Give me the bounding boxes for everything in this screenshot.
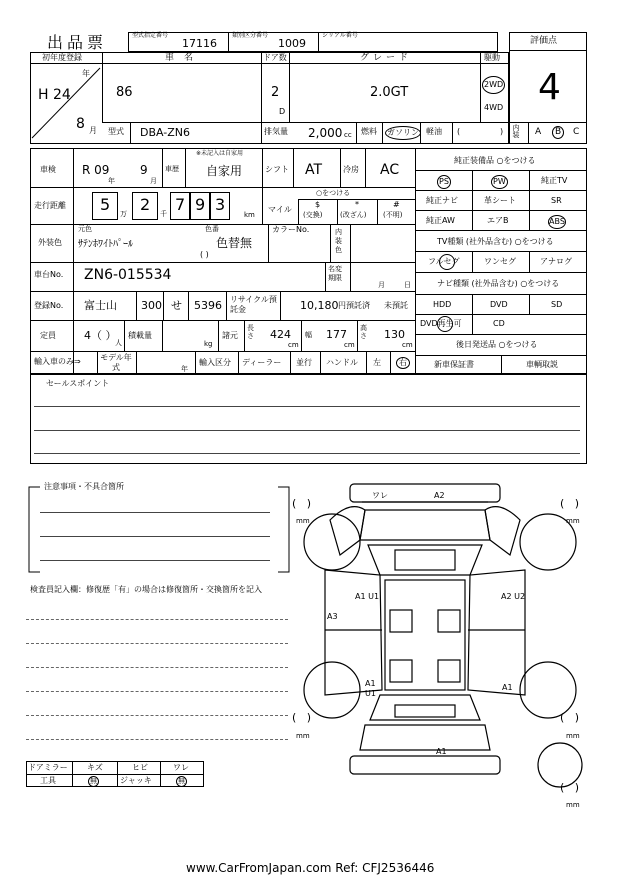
sales-point-label: セールスポイント — [46, 379, 110, 388]
legend-tools: 工具 — [40, 776, 56, 785]
score-label: 評価点 — [530, 36, 558, 46]
aircon-label: 冷房 — [343, 165, 359, 174]
doors-sub: D — [279, 107, 286, 116]
tread-mm-fr: mm — [566, 517, 580, 525]
orig-color-value: ｻﾃﾝﾎﾜｲﾄﾊﾟｰﾙ — [78, 239, 133, 250]
class-no-value: 1009 — [278, 37, 306, 50]
fuel-label: 燃料 — [361, 127, 377, 136]
grade-value: 2.0GT — [370, 85, 409, 100]
handle-left: 左 — [373, 358, 381, 367]
class-no-label: 類別区分番号 — [232, 32, 269, 39]
dealer-option: ディーラー — [242, 358, 282, 367]
km-unit: km — [244, 211, 255, 219]
reg-number: 5396 — [194, 299, 222, 312]
tread-mm-fl: mm — [296, 517, 310, 525]
cc-unit: cc — [344, 131, 352, 139]
displacement-value: 2,000 — [308, 126, 343, 140]
serial-label: シリアル番号 — [322, 32, 358, 39]
altered-symbol: * — [355, 200, 359, 209]
reg-label: 登録No. — [34, 301, 64, 310]
capacity-label: 定員 — [40, 331, 56, 340]
document-title: 出品票 — [47, 33, 108, 52]
oem-equip-title: 純正装備品 ○をつける — [454, 156, 536, 165]
first-reg-year: H 24 — [38, 87, 71, 103]
displacement-label: 排気量 — [264, 127, 288, 136]
damage-label-right-door: A2 U2 — [501, 592, 526, 601]
length-cm: cm — [288, 341, 299, 349]
navi-dvd-playback-circle — [437, 316, 453, 332]
equip-sunroof: SR — [551, 196, 562, 205]
length-label: 長さ — [247, 324, 254, 340]
tv-type-title: TV種類 (社外品含む) ○をつける — [437, 237, 554, 246]
color-change-value: 色替無 — [216, 236, 253, 250]
import-class-label: 輸入区分 — [199, 358, 231, 367]
mileage-label: 走行距離 — [34, 201, 66, 210]
name-change-month: 月 — [378, 281, 385, 289]
import-label: 輸入車のみ⇒ — [34, 357, 81, 366]
width-value: 177 — [326, 328, 347, 341]
equip-oem-aw: 純正AW — [426, 216, 455, 225]
damage-label-left-door: A1 U1 — [355, 592, 380, 601]
car-name-label: 車名 — [165, 53, 204, 63]
tv-fullseg: フルセグ — [428, 257, 460, 266]
reg-area: 富士山 — [84, 299, 117, 312]
int-color-label: 内装色 — [335, 228, 342, 254]
tv-oneseg: ワンセグ — [484, 257, 516, 266]
orig-color-label: 元色 — [78, 225, 92, 233]
ext-color-label: 外装色 — [38, 238, 62, 247]
inspection-month-unit: 月 — [150, 177, 157, 185]
interior-a: A — [535, 127, 542, 137]
inspection-month: 9 — [140, 163, 148, 177]
notes-title: 注意事項・不具合箇所 — [44, 482, 124, 491]
equip-ps: PS — [437, 175, 451, 189]
dims-label: 諸元 — [222, 331, 238, 340]
tread-bracket-fr: ( ) — [560, 497, 580, 510]
light-oil-label: 軽油 — [426, 127, 442, 136]
doors-value: 2 — [271, 85, 280, 100]
fuel-value: ガソリン — [385, 126, 421, 140]
model-year-unit: 年 — [181, 365, 188, 373]
paren-open: ( — [457, 127, 461, 136]
damage-label-right-rear-a1: A1 — [502, 683, 513, 692]
navi-type-title: ナビ種類 (社外品含む) ○をつける — [437, 279, 560, 288]
handle-label: ハンドル — [326, 358, 358, 367]
damage-label-bottom-a1: A1 — [436, 747, 447, 756]
drive-label: 駆動 — [484, 53, 500, 62]
tread-bracket-spare: ( ) — [560, 781, 580, 794]
altered-label: (改ざん) — [340, 211, 367, 219]
damage-label-top-wa: ワレ — [372, 491, 388, 500]
equip-leather: 革シート — [484, 196, 516, 205]
tread-bracket-rr: ( ) — [560, 711, 580, 724]
damage-label-left-a3: A3 — [327, 612, 338, 621]
tread-mm-rr: mm — [566, 732, 580, 740]
sen-unit: 千 — [160, 210, 167, 218]
drive-2wd: 2WD — [482, 76, 505, 94]
parallel-option: 並行 — [296, 358, 312, 367]
mileage-digit-3: 7 — [175, 195, 186, 214]
chassis-value: ZN6-015534 — [84, 267, 172, 283]
unknown-label: (不明) — [383, 211, 403, 219]
doors-label: ドア数 — [263, 53, 287, 62]
exchange-symbol: $ — [315, 200, 321, 209]
month-unit: 月 — [89, 126, 97, 135]
kg-unit: kg — [204, 340, 213, 348]
tread-bracket-rl: ( ) — [292, 711, 312, 724]
footer-reference: www.CarFromJapan.com Ref: CFJ2536446 — [186, 861, 435, 875]
type-no-value: 17116 — [182, 37, 217, 50]
recycle-label: リサイクル預託金 — [230, 295, 277, 314]
car-damage-diagram — [290, 480, 600, 810]
equip-airbag: エアB — [487, 216, 509, 225]
mileage-digit-4: 9 — [195, 195, 206, 214]
mile-label: マイル — [268, 205, 292, 214]
year-unit: 年 — [82, 69, 90, 78]
equip-abs: ABS — [548, 215, 566, 229]
model-year-label: モデル年式 — [100, 353, 132, 372]
mileage-circle-note: ○をつける — [316, 189, 351, 197]
interior-b: B — [552, 126, 564, 139]
legend-mirror: ドアミラー — [28, 763, 68, 772]
mileage-digit-5: 3 — [215, 195, 226, 214]
length-value: 424 — [270, 328, 291, 341]
docs-title: 後日発送品 ○をつける — [456, 340, 538, 349]
damage-label-left-rear-a1: A1 — [365, 679, 376, 688]
damage-label-left-rear-u1: U1 — [365, 689, 376, 698]
unknown-symbol: # — [393, 200, 400, 209]
navi-cd: CD — [493, 319, 505, 328]
color-paren: ( ) — [200, 250, 209, 259]
mileage-digit-2: 2 — [140, 195, 151, 214]
legend-crack: ヒビ — [132, 763, 148, 772]
chassis-label: 車台No. — [34, 270, 64, 279]
width-cm: cm — [344, 341, 355, 349]
inspector-note: 検査員記入欄：修復歴「有」の場合は修復箇所・交換箇所を記入 — [30, 585, 262, 594]
persons-unit: 人 — [115, 339, 122, 347]
history-note: ※未記入は自家用 — [196, 150, 244, 157]
type-no-label: 型式指定番号 — [132, 32, 169, 39]
name-change-day: 日 — [404, 281, 411, 289]
equip-pw: PW — [491, 175, 508, 189]
reg-kana: せ — [171, 299, 182, 312]
recycle-value: 10,180 — [300, 299, 339, 312]
equip-oem-tv: 純正TV — [541, 176, 568, 185]
inspection-year: R 09 — [82, 163, 110, 177]
aircon-value: AC — [380, 162, 400, 178]
doc-warranty: 新車保証書 — [434, 360, 474, 369]
model-value: DBA-ZN6 — [140, 126, 191, 139]
handle-right: 右 — [396, 357, 410, 369]
damage-label-top-a2: A2 — [434, 491, 445, 500]
width-label: 幅 — [305, 331, 312, 339]
inspection-label: 車検 — [40, 165, 56, 174]
legend-scratch: キズ — [87, 763, 103, 772]
shift-value: AT — [305, 162, 323, 178]
recycle-unit: 円預託済 — [338, 301, 370, 310]
tread-mm-spare: mm — [566, 801, 580, 809]
capacity-value: 4（ ） — [84, 329, 117, 342]
drive-4wd: 4WD — [484, 103, 504, 112]
sales-point-box — [30, 374, 587, 464]
load-label: 積載量 — [128, 331, 152, 340]
first-reg-label: 初年度登録 — [42, 53, 82, 62]
grade-label: グレード — [360, 53, 413, 63]
car-name-value: 86 — [116, 85, 133, 100]
tread-mm-rl: mm — [296, 732, 310, 740]
shift-label: シフト — [265, 165, 289, 174]
interior-label: 内装 — [512, 124, 520, 138]
height-label: 高さ — [360, 324, 367, 340]
legend-tools-value: 無 — [90, 777, 97, 785]
model-label: 型式 — [108, 127, 124, 136]
navi-dvd: DVD — [490, 300, 508, 309]
first-reg-month: 8 — [76, 116, 85, 132]
paren-close: ) — [500, 127, 504, 136]
height-value: 130 — [384, 328, 405, 341]
navi-hdd: HDD — [433, 300, 452, 309]
reg-class: 300 — [141, 299, 162, 312]
history-value: 自家用 — [206, 164, 243, 178]
doc-manual: 車輌取説 — [526, 360, 558, 369]
tv-analog: アナログ — [540, 257, 572, 266]
interior-c: C — [573, 127, 580, 137]
mileage-digit-1: 5 — [100, 195, 111, 214]
navi-sd: SD — [551, 300, 563, 309]
tv-fullseg-circle — [439, 254, 455, 270]
colorno-label: カラーNo. — [272, 225, 310, 234]
legend-jack-value: 無 — [178, 777, 185, 785]
recycle-not-deposited: 未預託 — [384, 301, 408, 310]
navi-dvd-playback: DVD再生可 — [420, 319, 462, 328]
height-cm: cm — [402, 341, 413, 349]
tread-bracket-fl: ( ) — [292, 497, 312, 510]
legend-jack: ジャッキ — [120, 776, 152, 785]
color-no-label: 色番 — [205, 225, 219, 233]
man-unit: 万 — [120, 210, 127, 218]
legend-break: ワレ — [173, 763, 189, 772]
name-change-label: 名変期限 — [328, 265, 342, 282]
score-value: 4 — [538, 67, 561, 108]
inspection-year-unit: 年 — [108, 177, 115, 185]
history-label: 車歴 — [165, 165, 179, 173]
exchange-label: (交換) — [303, 211, 323, 219]
equip-oem-navi: 純正ナビ — [426, 196, 458, 205]
